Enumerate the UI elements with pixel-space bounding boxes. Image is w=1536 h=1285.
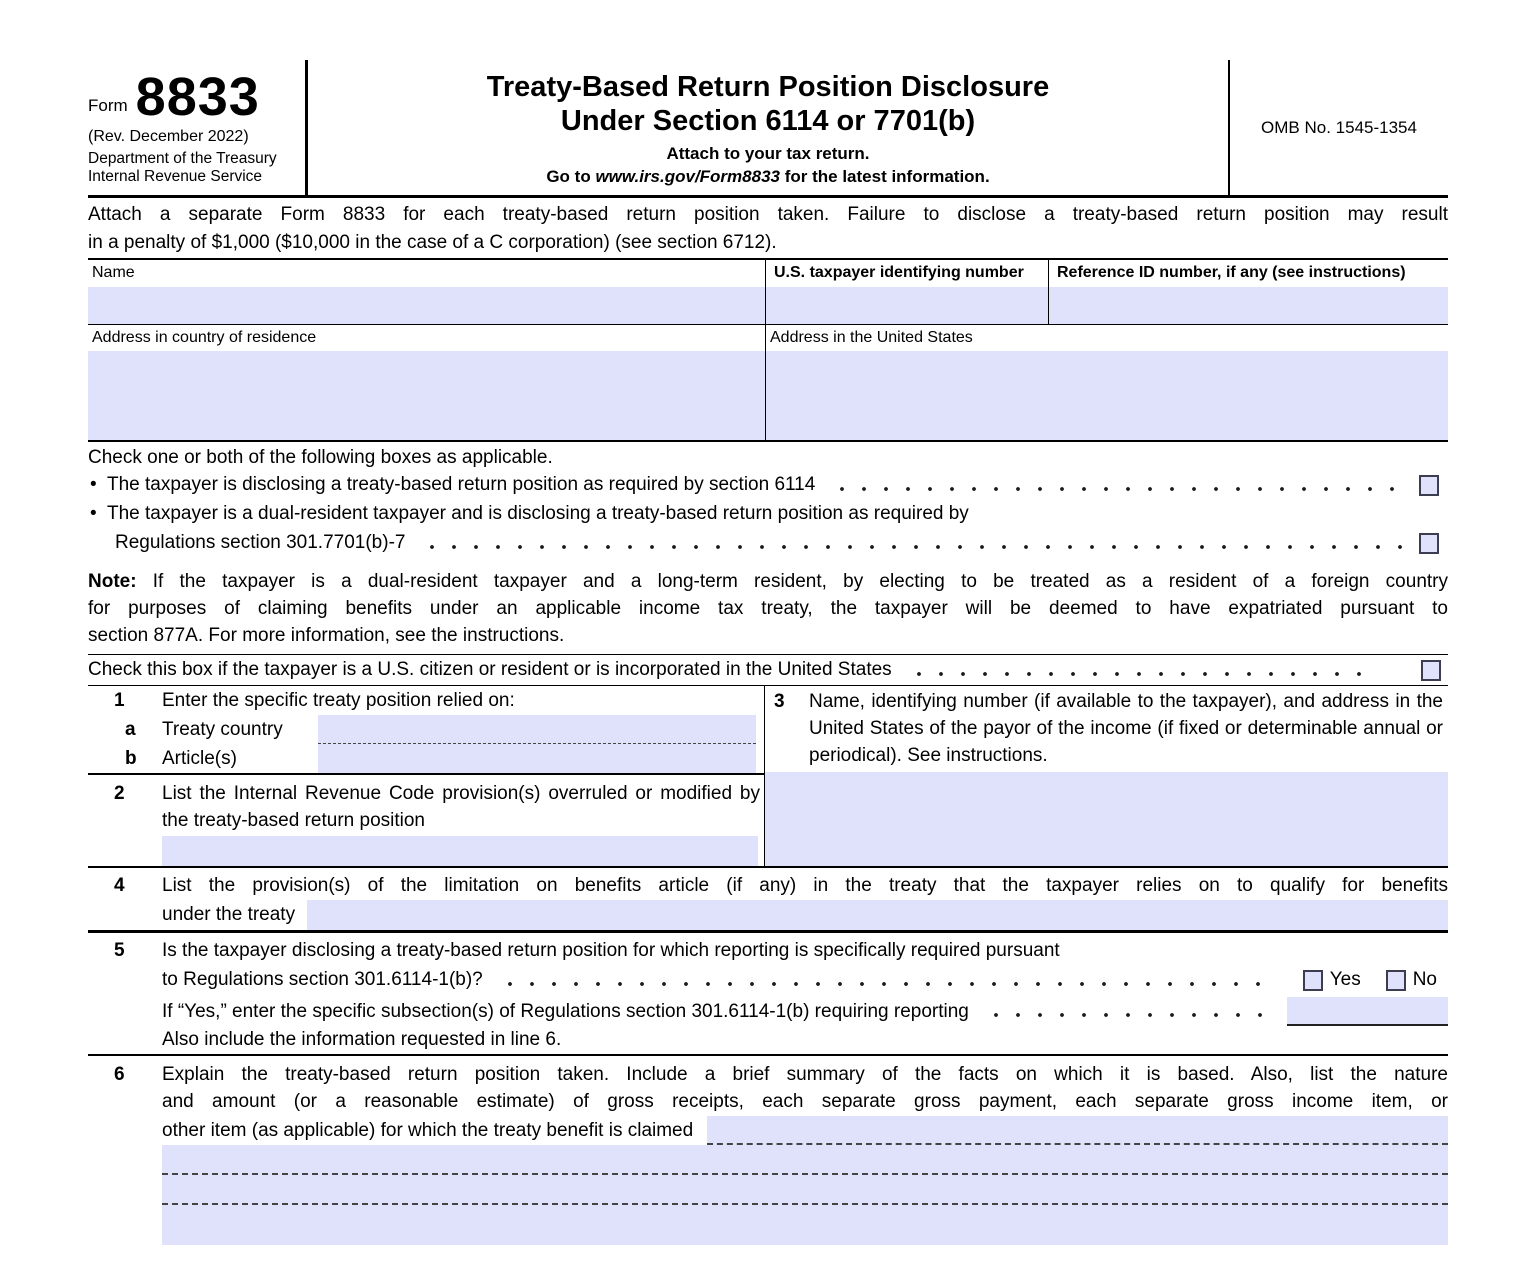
line4-text-line2: under the treaty	[162, 904, 296, 925]
dual-resident-row-line2	[88, 528, 1448, 558]
line1a-letter: a	[125, 718, 136, 740]
penalty-paragraph	[88, 198, 1448, 260]
treaty-country-label: Treaty country	[162, 718, 283, 740]
dot-leader	[417, 528, 1407, 558]
form-number: 8833	[135, 67, 260, 127]
line5-also-text: Also include the information requested in line 6.	[162, 1029, 562, 1050]
subsection-input[interactable]	[1287, 997, 1448, 1026]
name-label: Name	[92, 264, 135, 281]
dot-leader	[827, 470, 1407, 500]
dot-leader	[904, 655, 1366, 685]
line2-number: 2	[114, 783, 125, 804]
dual-resident-text-line2: Regulations section 301.7701(b)-7	[115, 532, 406, 553]
line4-text-line1: List the provision(s) of the limitation on benefits article (if any) in the treaty that the taxpayer relies on to qualify for benefits	[162, 875, 1448, 896]
address-us-input[interactable]	[766, 351, 1448, 440]
yes-label: Yes	[1329, 969, 1361, 990]
dot-leader	[495, 965, 1277, 995]
limitation-benefits-input[interactable]	[307, 900, 1448, 930]
address-residence-label: Address in country of residence	[92, 329, 317, 346]
omb-number: OMB No. 1545-1354	[1261, 117, 1417, 137]
goto-suffix: for the latest information.	[779, 167, 990, 186]
bullet-icon: •	[90, 474, 97, 495]
line5-question-line1: Is the taxpayer disclosing a treaty-based return position for which reporting is specifically required pursuant	[162, 940, 1060, 961]
no-label: No	[1412, 969, 1437, 990]
address-us-label: Address in the United States	[770, 329, 973, 346]
line6-text-line3: other item (as applicable) for which the treaty benefit is claimed	[162, 1120, 694, 1141]
form-id-block	[88, 60, 305, 195]
treaty-country-input[interactable]	[318, 715, 756, 744]
line1-text: Enter the specific treaty position relied on:	[162, 689, 515, 711]
bullet-icon: •	[90, 503, 97, 524]
treasury-dept-label: Department of the Treasury	[88, 150, 277, 168]
dual-resident-text-line1: The taxpayer is a dual-resident taxpayer and is disclosing a treaty-based return position as required by	[107, 503, 969, 524]
line1-number: 1	[114, 689, 125, 711]
explanation-input-area[interactable]	[162, 1145, 1448, 1245]
tin-label: U.S. taxpayer identifying number	[774, 264, 1024, 281]
reference-id-label: Reference ID number, if any (see instructions)	[1057, 264, 1406, 281]
explanation-input-line1[interactable]	[707, 1116, 1448, 1145]
us-citizen-text: Check this box if the taxpayer is a U.S. citizen or resident or is incorporated in the United States	[88, 659, 892, 680]
line-6-section	[88, 1056, 1448, 1245]
note-line1: If the taxpayer is a dual-resident taxpayer and a long-term resident, by electing to be treated as a resident of a foreign country	[136, 571, 1448, 592]
dual-resident-row-line1	[88, 500, 1448, 528]
irs-label: Internal Revenue Service	[88, 168, 263, 186]
form-header	[88, 60, 1448, 198]
us-citizen-row	[88, 654, 1448, 686]
line-3-column	[765, 686, 1448, 866]
line1b-letter: b	[125, 747, 137, 769]
line4-number: 4	[114, 875, 125, 896]
section-6114-text: The taxpayer is disclosing a treaty-based return position as required by section 6114	[107, 474, 816, 495]
goto-prefix: Go to	[546, 167, 596, 186]
goto-instruction	[308, 167, 1228, 187]
note-line3: section 877A. For more information, see the instructions.	[88, 625, 565, 646]
line-5-section	[88, 933, 1448, 1056]
line3-text: Name, identifying number (if available to the taxpayer), and address in the United States of the payor of the income (if fixed or determinable annual or periodical). See instructions.	[809, 691, 1443, 766]
articles-label: Article(s)	[162, 747, 237, 769]
penalty-line1: Attach a separate Form 8833 for each treaty-based return position taken. Failure to disclose a treaty-based return position may result	[88, 204, 1448, 225]
identity-row-1	[88, 260, 1448, 325]
line5-question-line2: to Regulations section 301.6114-1(b)?	[162, 969, 483, 990]
section-6114-checkbox[interactable]	[1419, 475, 1439, 496]
line6-text-line2: and amount (or a reasonable estimate) of gross receipts, each separate gross payment, each separate gross income item, or	[162, 1091, 1448, 1112]
us-citizen-checkbox[interactable]	[1421, 660, 1441, 681]
line5-number: 5	[114, 940, 125, 961]
note-label: Note:	[88, 571, 137, 592]
lines-1-3-block	[88, 686, 1448, 868]
explanation-input-row[interactable]	[162, 1145, 1448, 1175]
explanation-input-row[interactable]	[162, 1205, 1448, 1245]
irc-provisions-input[interactable]	[162, 836, 758, 866]
attach-instruction: Attach to your tax return.	[666, 144, 870, 163]
penalty-line2: in a penalty of $1,000 ($10,000 in the case of a C corporation) (see section 6712).	[88, 232, 777, 253]
line6-number: 6	[114, 1063, 125, 1085]
payor-info-input[interactable]	[765, 772, 1448, 866]
line6-text-line1: Explain the treaty-based return position taken. Include a brief summary of the facts on which it is based. Also, list the nature	[162, 1063, 1448, 1085]
form-8833-page	[88, 60, 1448, 1245]
line3-number: 3	[774, 691, 785, 712]
lines-1-2-column	[88, 686, 765, 866]
line5-subsection-text: If “Yes,” enter the specific subsection(s) of Regulations section 301.6114-1(b) requiring reporting	[162, 1001, 969, 1022]
name-input[interactable]	[88, 287, 765, 324]
form-title-block	[305, 60, 1230, 195]
address-residence-input[interactable]	[88, 351, 765, 440]
dot-leader	[981, 995, 1275, 1026]
line5-no-checkbox[interactable]	[1386, 970, 1406, 991]
line5-yes-checkbox[interactable]	[1303, 970, 1323, 991]
dual-resident-checkbox[interactable]	[1419, 533, 1439, 554]
explanation-input-row[interactable]	[162, 1175, 1448, 1205]
line2-text: List the Internal Revenue Code provision(s) overruled or modified by the treaty-based return position	[162, 783, 760, 831]
tin-input[interactable]	[766, 287, 1048, 324]
check-section-intro: Check one or both of the following boxes as applicable.	[88, 447, 553, 468]
form-title-line2: Under Section 6114 or 7701(b)	[560, 105, 976, 137]
note-line2: for purposes of claiming benefits under an applicable income tax treaty, the taxpayer will be deemed to have expatriated pursuant to	[88, 598, 1448, 619]
articles-input[interactable]	[318, 744, 756, 773]
note-paragraph	[88, 568, 1448, 654]
identity-row-2	[88, 325, 1448, 442]
form-title-line1: Treaty-Based Return Position Disclosure	[486, 71, 1050, 103]
line-4-section	[88, 868, 1448, 933]
form-revision: (Rev. December 2022)	[88, 128, 249, 146]
irs-url: www.irs.gov/Form8833	[595, 167, 780, 186]
reference-id-input[interactable]	[1049, 287, 1448, 324]
form-word: Form	[88, 96, 128, 116]
section-6114-row	[88, 470, 1448, 500]
